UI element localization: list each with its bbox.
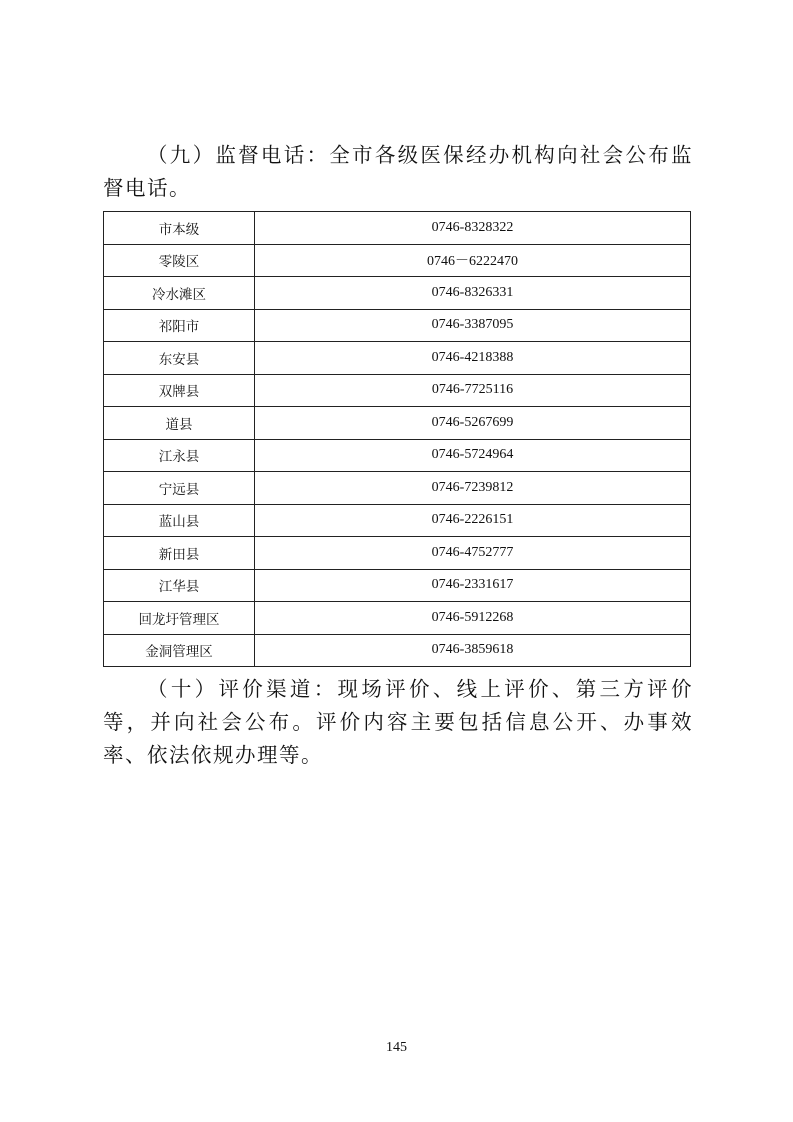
table-row (104, 374, 691, 407)
area-cell: 零陵区 (104, 244, 255, 277)
table-row (104, 277, 691, 310)
area-cell: 蓝山县 (104, 504, 255, 537)
table-row (104, 569, 691, 602)
area-cell: 双牌县 (104, 374, 255, 407)
table-row (104, 472, 691, 505)
area-cell: 江华县 (104, 569, 255, 602)
area-cell: 东安县 (104, 342, 255, 375)
table-row (104, 537, 691, 570)
phone-cell: 0746-5912268 (255, 602, 691, 635)
phone-cell: 0746-4752777 (255, 537, 691, 570)
phone-cell: 0746-2331617 (255, 569, 691, 602)
phone-cell: 0746-8326331 (255, 277, 691, 310)
section-nine-paragraph (103, 139, 693, 205)
table-row (104, 634, 691, 667)
table-row (104, 602, 691, 635)
area-cell: 祁阳市 (104, 309, 255, 342)
phone-cell: 0746-5724964 (255, 439, 691, 472)
table-row (104, 407, 691, 440)
area-cell: 道县 (104, 407, 255, 440)
phone-cell: 0746-7725116 (255, 374, 691, 407)
section-ten-paragraph (103, 673, 693, 772)
area-cell: 江永县 (104, 439, 255, 472)
page-number: 145 (386, 1040, 407, 1055)
table-row (104, 342, 691, 375)
phone-cell: 0746-2226151 (255, 504, 691, 537)
table-row (104, 212, 691, 245)
table-row (104, 439, 691, 472)
table-row (104, 309, 691, 342)
section-ten-body: 现场评价、线上评价、第三方评价等，并向社会公布。评价内容主要包括信息公开、办事效率、依法依规办理等。 (103, 677, 694, 767)
table-row (104, 244, 691, 277)
phone-cell: 0746-3859618 (255, 634, 691, 667)
area-cell: 新田县 (104, 537, 255, 570)
section-nine-body: 全市各级医保经办机构向社会公布监督电话。 (103, 143, 694, 200)
phone-cell: 0746-3387095 (255, 309, 691, 342)
area-cell: 金洞管理区 (104, 634, 255, 667)
phone-cell: 0746-8328322 (255, 212, 691, 245)
table-row (104, 504, 691, 537)
section-nine-heading: （九）监督电话： (147, 143, 330, 167)
section-ten-heading: （十）评价渠道： (147, 677, 338, 701)
area-cell: 冷水滩区 (104, 277, 255, 310)
phone-cell: 0746-7239812 (255, 472, 691, 505)
area-cell: 市本级 (104, 212, 255, 245)
supervision-phone-table (103, 211, 691, 667)
phone-cell: 0746－6222470 (255, 244, 691, 277)
area-cell: 宁远县 (104, 472, 255, 505)
area-cell: 回龙圩管理区 (104, 602, 255, 635)
phone-cell: 0746-4218388 (255, 342, 691, 375)
phone-cell: 0746-5267699 (255, 407, 691, 440)
